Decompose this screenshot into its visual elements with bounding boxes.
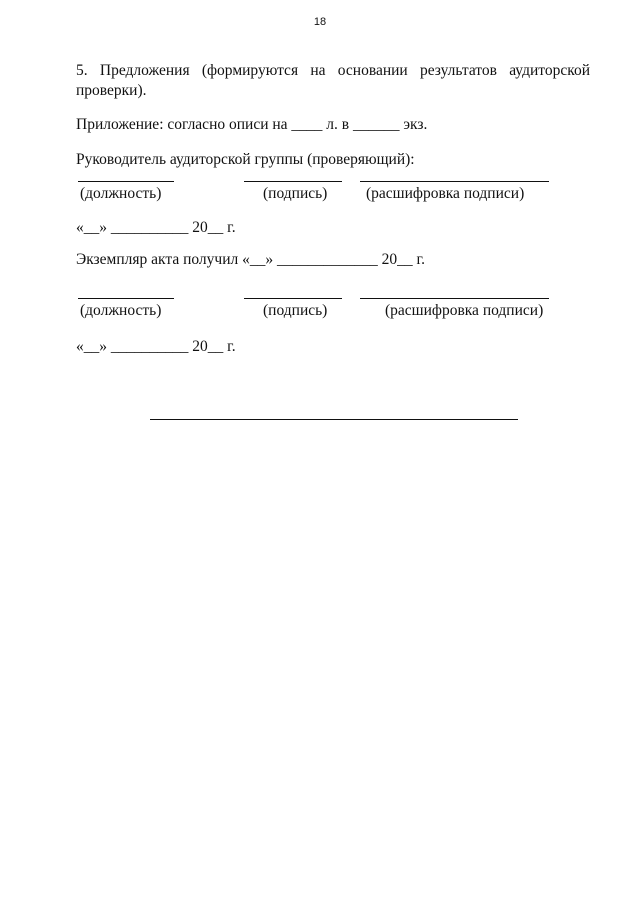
head-of-group-label: Руководитель аудиторской группы (проверяющий): [76, 151, 415, 168]
position-caption-1: (должность) [80, 185, 162, 202]
position-line-2 [78, 298, 174, 299]
decoding-caption-2: (расшифровка подписи) [385, 302, 544, 319]
position-caption-2: (должность) [80, 302, 162, 319]
signature-caption-1: (подпись) [263, 185, 328, 202]
decoding-line-2 [360, 298, 549, 299]
page-number: 18 [313, 16, 327, 28]
decoding-caption-1: (расшифровка подписи) [366, 185, 525, 202]
appendix-line: Приложение: согласно описи на ____ л. в ______ экз. [76, 116, 428, 133]
copy-received-line: Экземпляр акта получил «__» _____________ 20__ г. [76, 251, 425, 268]
position-line-1 [78, 181, 174, 182]
signature-line-1 [244, 181, 342, 182]
signature-line-2 [244, 298, 342, 299]
section-5-line-1: 5. Предложения (формируются на основании результатов аудиторской [76, 62, 590, 79]
decoding-line-1 [360, 181, 549, 182]
date-line-1: «__» __________ 20__ г. [76, 219, 236, 236]
end-of-document-rule [150, 419, 518, 420]
signature-caption-2: (подпись) [263, 302, 328, 319]
date-line-2: «__» __________ 20__ г. [76, 338, 236, 355]
section-5-line-2: проверки). [76, 82, 147, 99]
